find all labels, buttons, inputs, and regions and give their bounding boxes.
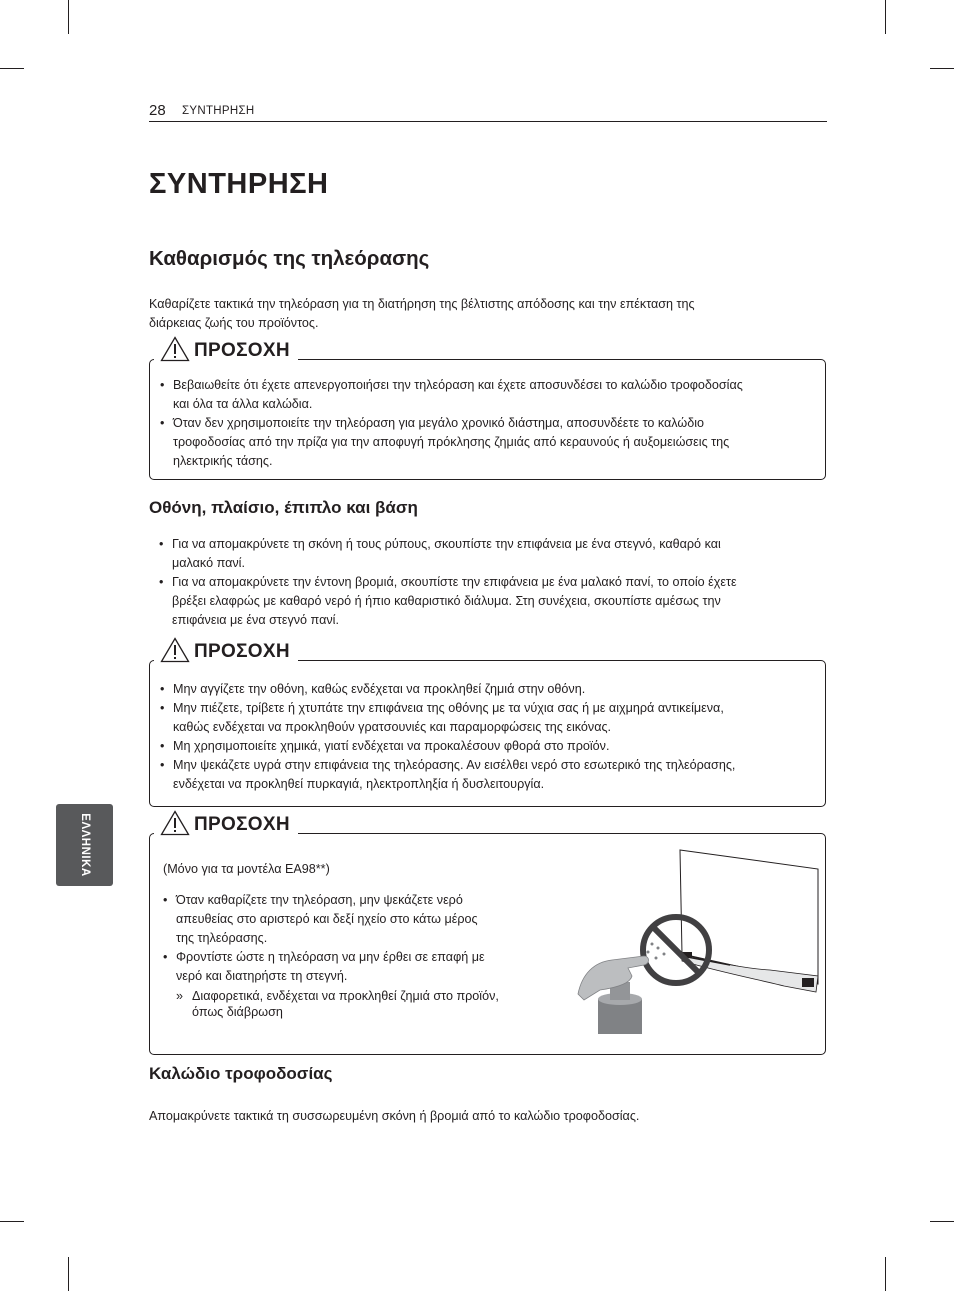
caution-header	[154, 637, 298, 663]
page-number: 28	[149, 102, 166, 119]
warning-triangle-icon	[160, 336, 190, 362]
crop-mark	[68, 0, 69, 34]
list-item-line: απευθείας στο αριστερό και δεξί ηχείο στο κάτω μέρος	[176, 912, 478, 926]
page-title: ΣΥΝΤΗΡΗΣΗ	[149, 168, 329, 200]
cleaning-list	[159, 535, 819, 630]
list-item-line: Μη χρησιμοποιείτε χημικά, γιατί ενδέχεται να προκαλέσουν φθορά στο προϊόν.	[173, 739, 610, 753]
page-header	[149, 99, 827, 122]
caution-list	[160, 680, 820, 794]
list-item-line: Για να απομακρύνετε τη σκόνη ή τους ρύπους, σκουπίστε την επιφάνεια με ένα στεγνό, καθαρό και	[172, 537, 721, 551]
list-item-line: ηλεκτρικής τάσης.	[173, 454, 273, 468]
crop-mark	[68, 1257, 69, 1291]
list-item	[160, 737, 820, 756]
list-item-line: της τηλεόρασης.	[176, 931, 268, 945]
list-item-line: Όταν καθαρίζετε την τηλεόραση, μην ψεκάζετε νερό	[176, 893, 463, 907]
list-item	[163, 948, 543, 986]
list-item-line: Μην αγγίζετε την οθόνη, καθώς ενδέχεται να προκληθεί ζημιά στην οθόνη.	[173, 682, 586, 696]
crop-mark	[885, 1257, 886, 1291]
language-label: ΕΛΛΗΝΙΚΑ	[78, 813, 91, 877]
list-item	[159, 535, 819, 573]
list-item-line: Για να απομακρύνετε την έντονη βρομιά, σκουπίστε την επιφάνεια με ένα μαλακό πανί, το οποίο έχετε	[172, 575, 737, 589]
crop-mark	[885, 0, 886, 34]
intro-line: διάρκειας ζωής του προϊόντος.	[149, 316, 319, 330]
list-item	[160, 376, 820, 414]
caution-label: ΠΡΟΣΟΧΗ	[194, 641, 290, 662]
section-heading-power-cord: Καλώδιο τροφοδοσίας	[149, 1064, 333, 1083]
list-item	[163, 891, 543, 948]
warning-triangle-icon	[160, 810, 190, 836]
list-item-line: νερό και διατηρήστε τη στεγνή.	[176, 969, 348, 983]
list-item-line: ενδέχεται να προκληθεί πυρκαγιά, ηλεκτροπληξία ή δυσλειτουργία.	[173, 777, 545, 791]
caution-box	[149, 814, 826, 1055]
caution-box	[149, 340, 826, 480]
caution-box	[149, 641, 826, 807]
list-item-line: Βεβαιωθείτε ότι έχετε απενεργοποιήσει την τηλεόραση και έχετε αποσυνδέσει το καλώδιο τροφοδοσίας	[173, 378, 743, 392]
list-item-line: και όλα τα άλλα καλώδια.	[173, 397, 313, 411]
sub-note-mark: »	[176, 989, 184, 1003]
intro-line: Καθαρίζετε τακτικά την τηλεόραση για τη διατήρηση της βέλτιστης απόδοσης και την επέκταση της	[149, 297, 695, 311]
crop-mark	[930, 68, 954, 69]
running-title: ΣΥΝΤΗΡΗΣΗ	[182, 105, 255, 117]
list-item-line: μαλακό πανί.	[172, 556, 245, 570]
caution-list	[160, 376, 820, 471]
list-item-line: καθώς ενδέχεται να προκληθούν γρατσουνιές και παραμορφώσεις της εικόνας.	[173, 720, 612, 734]
crop-mark	[0, 1221, 24, 1222]
crop-mark	[930, 1221, 954, 1222]
list-item	[160, 414, 820, 471]
power-cord-paragraph: Απομακρύνετε τακτικά τη συσσωρευμένη σκόνη ή βρομιά από το καλώδιο τροφοδοσίας.	[149, 1109, 640, 1123]
caution-label: ΠΡΟΣΟΧΗ	[194, 340, 290, 361]
intro-paragraph	[149, 295, 799, 333]
model-note: (Μόνο για τα μοντέλα EA98**)	[163, 862, 330, 876]
list-item-line: Φροντίστε ώστε η τηλεόραση να μην έρθει σε επαφή με	[176, 950, 485, 964]
caution-header	[154, 810, 298, 836]
list-item-line: επιφάνεια με ένα στεγνό πανί.	[172, 613, 339, 627]
list-item-line: βρέξει ελαφρώς με καθαρό νερό ή ήπιο καθαριστικό διάλυμα. Στη συνέχεια, σκουπίστε αμέσως την	[172, 594, 721, 608]
warning-triangle-icon	[160, 637, 190, 663]
list-item-line: Μην ψεκάζετε υγρά στην επιφάνεια της τηλεόρασης. Αν εισέλθει νερό στο εσωτερικό της τηλεόρασης,	[173, 758, 736, 772]
list-item	[160, 756, 820, 794]
section-heading-tv-cleaning: Καθαρισμός της τηλεόρασης	[149, 247, 430, 270]
list-item	[159, 573, 819, 630]
caution-header	[154, 336, 298, 362]
list-item	[160, 680, 820, 699]
language-side-tab	[56, 804, 113, 886]
sub-note-line: όπως διάβρωση	[192, 1005, 283, 1019]
sub-note-line: Διαφορετικά, ενδέχεται να προκληθεί ζημιά στο προϊόν,	[192, 989, 499, 1003]
caution-list	[163, 891, 543, 986]
list-item-line: Μην πιέζετε, τρίβετε ή χτυπάτε την επιφάνεια της οθόνης με τα νύχια σας ή με αιχμηρά αντικείμενα,	[173, 701, 724, 715]
sub-note	[176, 988, 499, 1020]
list-item	[160, 699, 820, 737]
section-heading-screen-frame: Οθόνη, πλαίσιο, έπιπλο και βάση	[149, 498, 418, 517]
caution-label: ΠΡΟΣΟΧΗ	[194, 814, 290, 835]
no-spray-illustration	[570, 844, 820, 1034]
crop-mark	[0, 68, 24, 69]
list-item-line: Όταν δεν χρησιμοποιείτε την τηλεόραση για μεγάλο χρονικό διάστημα, αποσυνδέετε το καλώδιο	[173, 416, 705, 430]
list-item-line: τροφοδοσίας από την πρίζα για την αποφυγή πρόκλησης ζημιάς από κεραυνούς ή αυξομειώσεις της	[173, 435, 730, 449]
